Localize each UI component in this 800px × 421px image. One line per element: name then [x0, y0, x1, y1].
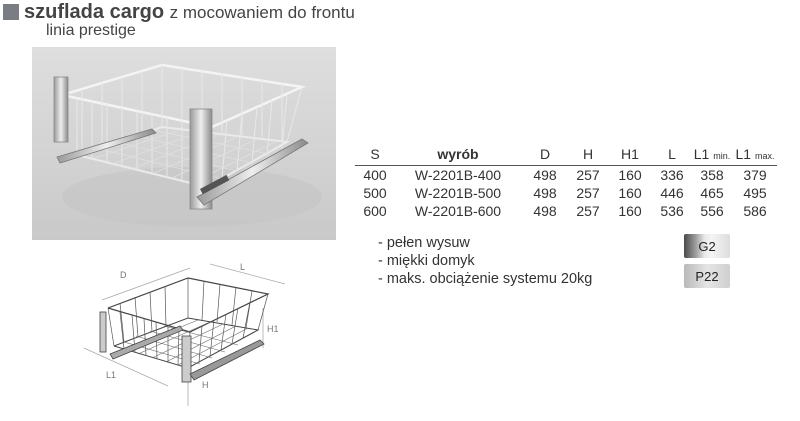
table-cell: 257	[576, 185, 600, 201]
basket-technical-drawing-image	[80, 256, 320, 416]
table-cell: 600	[363, 203, 387, 219]
table-cell: 556	[700, 203, 724, 219]
title-bold: szuflada cargo	[24, 1, 165, 23]
table-cell: 446	[660, 185, 684, 201]
table-cell: 336	[660, 167, 684, 183]
feature-item: - miękki domyk	[378, 253, 475, 269]
title-rest: z mocowaniem do frontu	[169, 3, 355, 22]
table-cell: 465	[700, 185, 724, 201]
table-cell: 160	[618, 167, 642, 183]
technical-drawing	[80, 256, 320, 416]
col-header-wyrob: wyrób	[395, 143, 521, 166]
table-cell: 379	[743, 167, 767, 183]
spec-table-header	[355, 143, 777, 166]
dim-label-l1: L1	[106, 370, 117, 380]
col-header-h1: H1	[607, 143, 653, 166]
table-cell: 160	[618, 185, 642, 201]
col-header-l1-max	[733, 143, 777, 166]
table-cell: 498	[533, 185, 557, 201]
finish-badge-p22: P22	[684, 264, 730, 288]
col-header-l1-min-label: L1	[693, 146, 710, 162]
col-header-l: L	[653, 143, 691, 166]
feature-item: - pełen wysuw	[378, 235, 470, 251]
feature-item: - maks. obciążenie systemu 20kg	[378, 271, 593, 287]
table-cell: 586	[743, 203, 767, 219]
col-header-l1-max-label: L1	[735, 146, 752, 162]
table-row	[355, 166, 777, 185]
product-photo	[32, 47, 336, 240]
dim-label-d: D	[120, 270, 127, 280]
dim-label-h1: H1	[267, 324, 279, 334]
dim-label-h: H	[202, 380, 209, 390]
col-header-h: H	[569, 143, 607, 166]
table-cell: 495	[743, 185, 767, 201]
table-cell: 160	[618, 203, 642, 219]
col-header-d: D	[521, 143, 569, 166]
col-header-l1-min-suffix: min.	[713, 151, 731, 161]
finish-badge-g2: G2	[684, 234, 730, 258]
col-header-l1-max-suffix: max.	[754, 151, 775, 161]
wire-basket-photo-image	[32, 47, 336, 240]
col-header-l1-min	[691, 143, 733, 166]
table-cell: 498	[533, 167, 557, 183]
table-cell: 257	[576, 203, 600, 219]
col-header-s: S	[355, 143, 395, 166]
feature-list	[378, 234, 592, 288]
table-cell: W-2201B-600	[414, 203, 502, 219]
table-cell: 500	[363, 185, 387, 201]
header-square-icon	[3, 4, 19, 20]
table-row	[355, 202, 777, 220]
table-cell: W-2201B-500	[414, 185, 502, 201]
table-row	[355, 184, 777, 202]
table-cell: 498	[533, 203, 557, 219]
spec-table	[355, 143, 777, 220]
table-cell: 358	[700, 167, 724, 183]
table-cell: 257	[576, 167, 600, 183]
page-subtitle: linia prestige	[46, 22, 136, 39]
table-cell: W-2201B-400	[414, 167, 502, 183]
table-cell: 536	[660, 203, 684, 219]
dim-label-l: L	[240, 262, 246, 272]
table-cell: 400	[363, 167, 387, 183]
